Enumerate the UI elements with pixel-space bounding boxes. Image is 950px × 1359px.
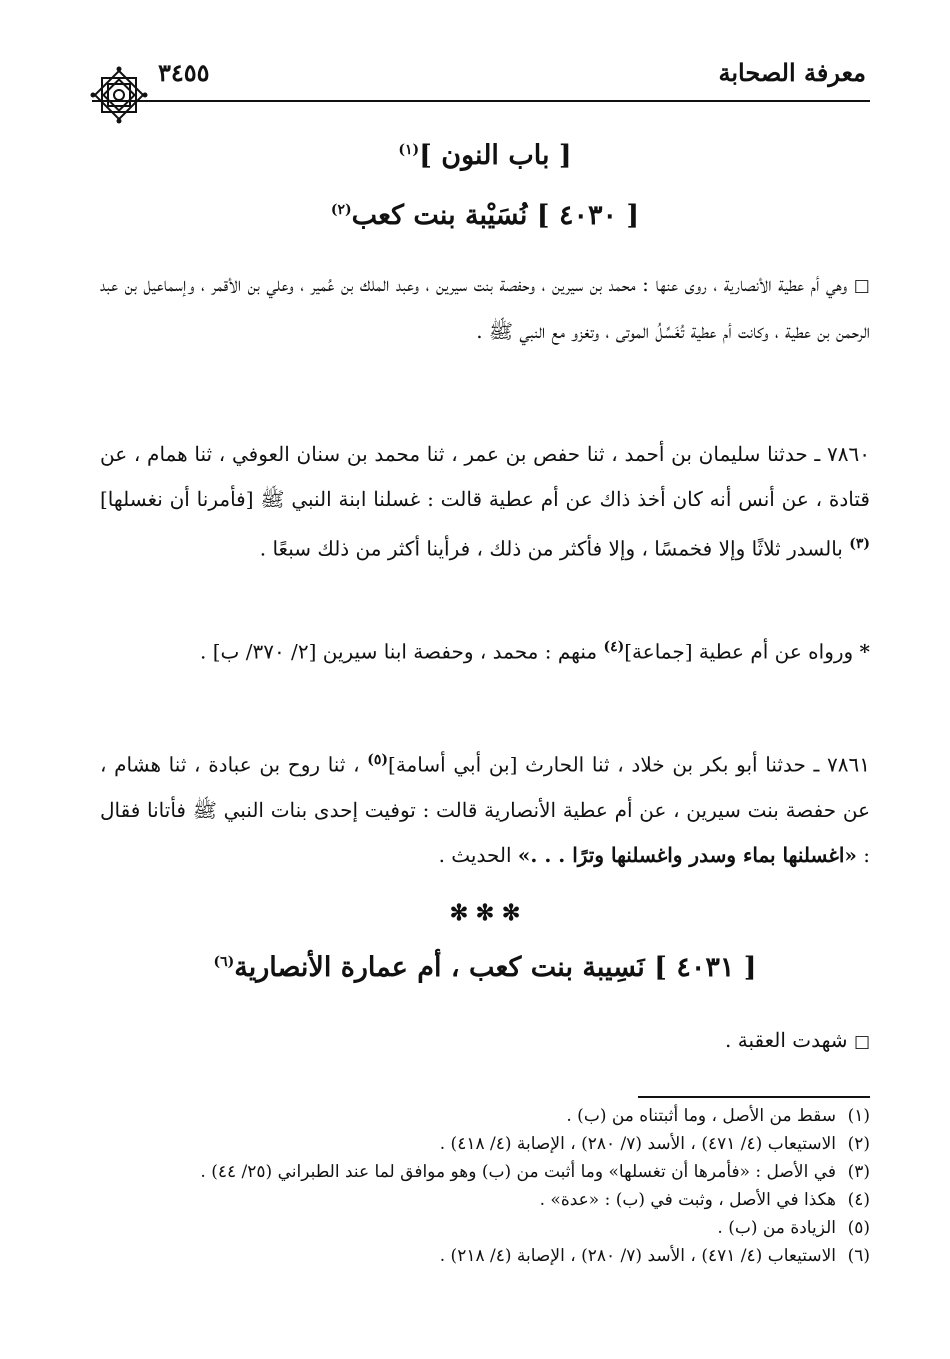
footnote: (٤)هكذا في الأصل ، وثبت في (ب) : «عدة» . [100,1186,870,1214]
footnote: (٣)في الأصل : «فأمرها أن تغسلها» وما أثبت من (ب) وهو موافق لما عند الطبراني (٢٥/ ٤٤) . [100,1158,870,1186]
header-rule [92,100,870,102]
biography-paragraph: □ وهي أم عطية الأنصارية ، روى عنها : محمد بن سيرين ، وحفصة بنت سيرين ، وعبد الملك بن عُمير ، وعلي بن الأقمر ، وإسماعيل بن عبد الرحمن بن عطية ، وكانت أم عطية تُغَسِّلُ الموتى ، وتغزو مع النبي ﷺ . [100,272,870,343]
footnote: (٥)الزيادة من (ب) . [100,1214,870,1242]
footnote: (٢)الاستيعاب (٤/ ٤٧١) ، الأسد (٧/ ٢٨٠) ، الإصابة (٤/ ٤١٨) . [100,1130,870,1158]
narration-note-paragraph: * ورواه عن أم عطية [جماعة]$^{(٤)}$ منهم : محمد ، وحفصة ابنا سيرين [٢/ ٣٧٠/ ب] . [200,639,870,664]
footnote-number: (٤) [847,1190,870,1210]
footnote-rule [638,1096,870,1098]
footnote: (١)سقط من الأصل ، وما أثبتناه من (ب) . [100,1102,870,1130]
section-separator: ✻ ✻ ✻ [449,900,521,926]
hadith-paragraph: ٧٨٦١ ـ حدثنا أبو بكر بن خلاد ، ثنا الحارث [بن أبي أسامة]$^{(٥)}$ ، ثنا روح بن عبادة ، ثنا هشام ، عن حفصة بنت سيرين ، عن أم عطية الأنصارية قالت : توفيت إحدى بنات النبي ﷺ فأتانا فقال : «اغسلنها بماء وسدر واغسلنها وترًا . . .» الحديث . [100,752,871,867]
octagram-ornament-icon [90,66,148,124]
footnote-number: (٢) [847,1134,870,1154]
chapter-heading: [ باب النون ]$^{(١)}$ [398,140,572,171]
page-number: ٣٤٥٥ [158,58,210,87]
running-title: معرفة الصحابة [718,58,866,87]
footnote-ref[interactable]: (٢) [330,202,352,218]
footnotes [100,1102,870,1270]
entry-heading: [ ٤٠٣١ ] نَسِيبة بنت كعب ، أم عمارة الأنصارية$^{(٦)}$ [213,952,757,983]
footnote-ref[interactable]: (٥) [367,752,389,768]
footnote-number: (١) [847,1106,870,1126]
hadith-paragraph: ٧٨٦٠ ـ حدثنا سليمان بن أحمد ، ثنا حفص بن عمر ، ثنا محمد بن سنان العوفي ، ثنا همام ، عن قتادة ، عن أنس أنه كان أخذ ذاك عن أم عطية قالت : غسلنا ابنة النبي ﷺ [فأمرنا أن نغسلها]$^{(٣)}$ بالسدر ثلاثًا وإلا فخمسًا ، وإلا فأكثر من ذلك ، فرأينا أكثر من ذلك سبعًا . [100,442,870,561]
page-header [92,52,866,100]
asterisk-marker-icon: * [859,639,870,664]
footnote-ref[interactable]: (٣) [849,536,870,552]
square-marker-icon: □ [853,1032,870,1052]
footnote-number: (٦) [847,1246,870,1266]
entry-heading: [ ٤٠٣٠ ] نُسَيْبة بنت كعب$^{(٢)}$ [330,200,640,231]
hadith-quote: «اغسلنها بماء وسدر واغسلنها وترًا . . .» [517,842,857,867]
biography-paragraph: □ شهدت العقبة . [725,1028,870,1052]
footnote-number: (٥) [847,1218,870,1238]
footnote: (٦)الاستيعاب (٤/ ٤٧١) ، الأسد (٧/ ٢٨٠) ، الإصابة (٤/ ٢١٨) . [100,1242,870,1270]
footnote-ref[interactable]: (٦) [213,954,235,970]
square-marker-icon: □ [853,276,870,296]
footnote-number: (٣) [847,1162,870,1182]
footnote-ref[interactable]: (١) [398,142,420,158]
footnote-ref[interactable]: (٤) [603,639,625,655]
